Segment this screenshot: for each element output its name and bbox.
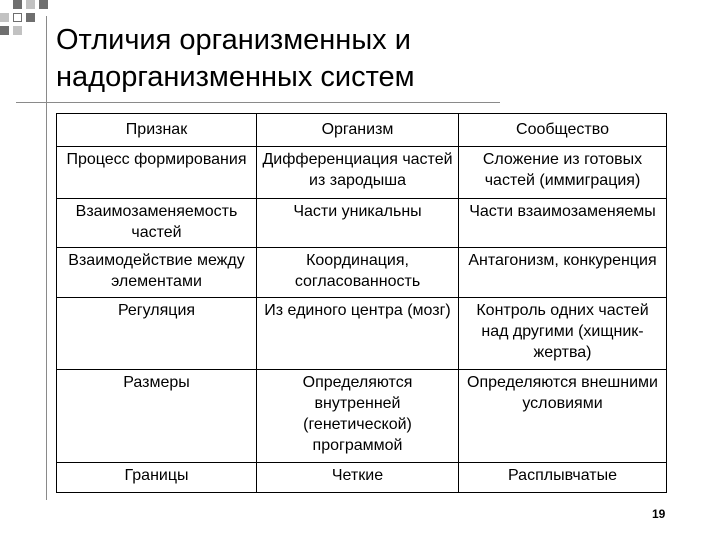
table-cell: Контроль одних частей над другими (хищник-жертва): [459, 298, 667, 370]
table-cell: Дифференциация частей из зародыша: [257, 147, 459, 199]
table-cell: Части уникальны: [257, 199, 459, 248]
table-cell: Антагонизм, конкуренция: [459, 248, 667, 298]
table-row: [57, 370, 667, 463]
table-cell: Границы: [57, 463, 257, 493]
table-cell: Определяются внутренней (генетической) программой: [257, 370, 459, 463]
table-cell: Определяются внешними условиями: [459, 370, 667, 463]
horizontal-rule: [16, 102, 500, 103]
vertical-rule: [46, 16, 47, 500]
table-row: [57, 147, 667, 199]
table-cell: Координация, согласованность: [257, 248, 459, 298]
table-cell: Взаимодействие между элементами: [57, 248, 257, 298]
table-cell: Из единого центра (мозг): [257, 298, 459, 370]
comparison-table: [56, 113, 667, 493]
table-row: [57, 463, 667, 493]
header-cell-feature: Признак: [57, 114, 257, 147]
title-line-2: надорганизменных систем: [56, 61, 415, 93]
table-cell: Части взаимозаменяемы: [459, 199, 667, 248]
table-cell: Сложение из готовых частей (иммиграция): [459, 147, 667, 199]
slide-title: [56, 22, 486, 96]
header-cell-organism: Организм: [257, 114, 459, 147]
table-row: [57, 199, 667, 248]
table-cell: Размеры: [57, 370, 257, 463]
table-row: [57, 248, 667, 298]
table-cell: Регуляция: [57, 298, 257, 370]
table-cell: Взаимозаменяемость частей: [57, 199, 257, 248]
table-cell: Четкие: [257, 463, 459, 493]
header-cell-community: Сообщество: [459, 114, 667, 147]
table-row: [57, 298, 667, 370]
title-line-1: Отличия организменных и: [56, 24, 411, 56]
table-cell: Расплывчатые: [459, 463, 667, 493]
table-cell: Процесс формирования: [57, 147, 257, 199]
corner-square-pattern: [0, 0, 60, 40]
table-header-row: [57, 114, 667, 147]
page-number: 19: [652, 507, 666, 521]
